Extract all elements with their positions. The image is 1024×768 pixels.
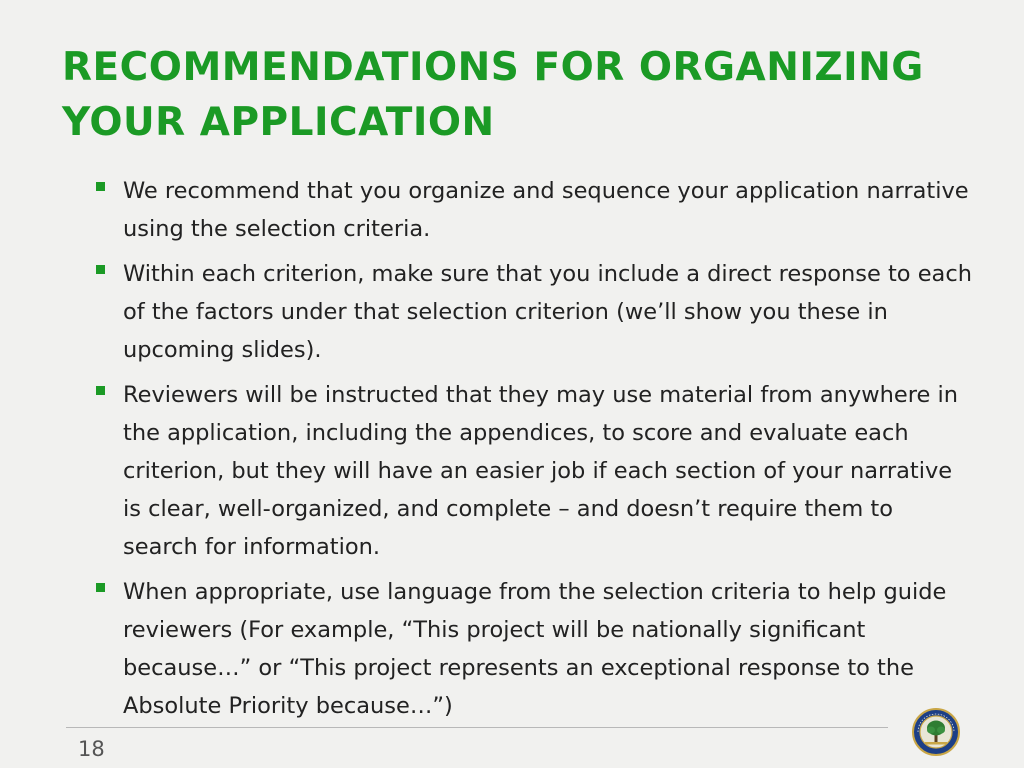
square-bullet-icon [96,583,105,592]
square-bullet-icon [96,182,105,191]
bullet-item [92,376,972,566]
department-seal-icon [912,708,960,756]
square-bullet-icon [96,386,105,395]
slide-title: RECOMMENDATIONS FOR ORGANIZING YOUR APPLICATION [62,45,924,145]
square-bullet-icon [96,265,105,274]
bullet-list [92,172,972,732]
bullet-text: When appropriate, use language from the selection criteria to help guide reviewers (For example, “This project will be nationally significant because…” or “This project represents an exceptional response to the Absolute Priority because…”) [123,579,947,719]
footer-divider [66,727,888,728]
bullet-text: Within each criterion, make sure that you include a direct response to each of the factors under that selection criterion (we’ll show you these in upcoming slides). [123,261,972,363]
bullet-text: Reviewers will be instructed that they may use material from anywhere in the application, including the appendices, to score and evaluate each criterion, but they will have an easier job if each section of your narrative is clear, well-organized, and complete – and doesn’t require them to search for information. [123,382,958,560]
bullet-item [92,172,972,248]
bullet-item [92,255,972,369]
page-number: 18 [78,737,105,761]
bullet-text: We recommend that you organize and sequence your application narrative using the selection criteria. [123,178,969,242]
bullet-item [92,573,972,725]
